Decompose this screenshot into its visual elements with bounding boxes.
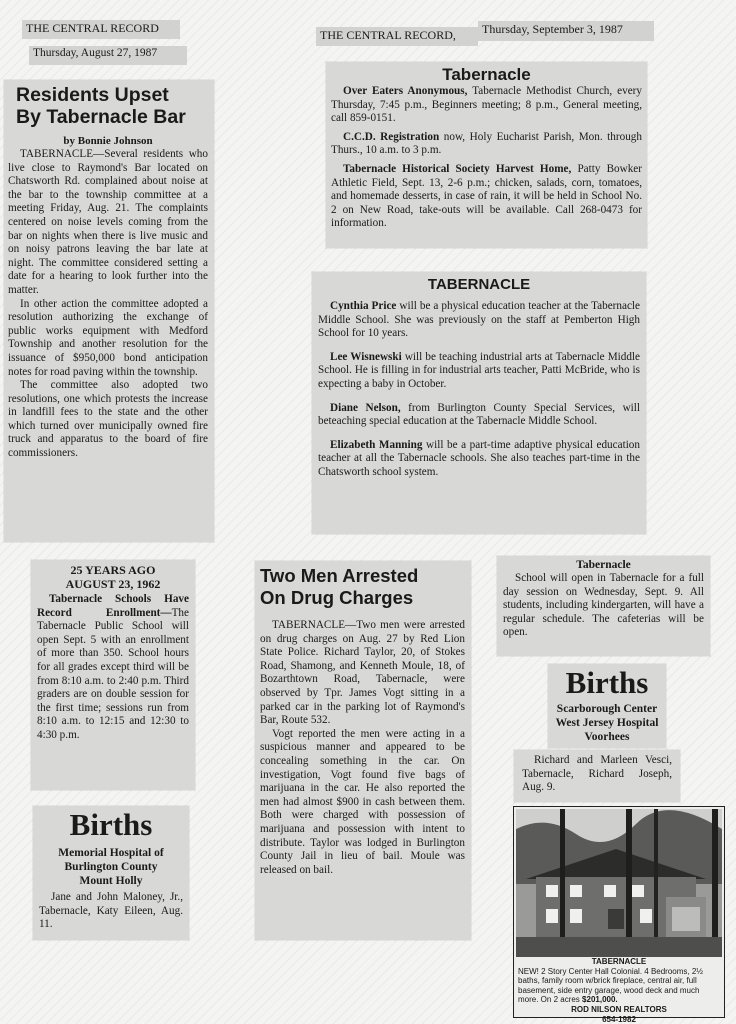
birth-entry: Jane and John Maloney, Jr., Tabernacle, Katy Eileen, Aug. 11. <box>39 891 183 931</box>
teacher-paragraph: Diane Nelson, from Burlington County Special Services, will beteaching special education at the Tabernacle Middle School. <box>318 401 641 428</box>
article-paragraph: TABERNACLE—Several residents who live close to Raymond's Bar located on Chatsworth Rd. complained about noise at the bar to the township committee at a meeting Friday, Aug. 21. The complaints centered on noise levels coming from the bar on nights when there is live music and on noisy patrons leaving the bar late at night. The committee considered setting a date for a hearing to look further into the matter. <box>8 148 208 296</box>
article-school-opening <box>497 556 710 656</box>
section-title: TABERNACLE <box>427 276 531 293</box>
article-births-left <box>33 806 189 940</box>
article-headline: Residents Upset By Tabernacle Bar <box>16 84 186 128</box>
article-25-years-ago <box>31 560 195 790</box>
article-paragraph: The committee also adopted two resolutions, one which protests the increase in landfill fees to the state and the other which turned over municipally owned fire truck and apparatus to the board of fire commissioners. <box>8 379 208 460</box>
ad-description: NEW! 2 Story Center Hall Colonial. 4 Bedrooms, 2½ baths, family room w/brick fireplace, central air, full basement, side entry garage, wood deck and much more. On 2 acres $201,000. <box>518 966 703 1005</box>
section-title: Tabernacle <box>576 559 631 571</box>
section-title: Tabernacle <box>442 65 531 84</box>
article-two-men-arrested <box>255 561 471 940</box>
article-paragraph: Vogt reported the men were acting in a suspicious manner and appeared to be concealing something in the car. On investigation, Vogt found five bags of marijuana in the car. He also reported the men had almost $900 in cash between them. Both were charged with possession of marijuana and possession with intent to distribute. Taylor was lodged in Burlington County Jail in lieu of bail. Moule was released on bail. <box>260 727 465 876</box>
article-residents-upset <box>4 80 214 542</box>
real-estate-ad <box>513 806 725 1024</box>
article-paragraph: Tabernacle Schools Have Record Enrollment—The Tabernacle Public School will open Sept. 5 with an enrollment of more than 350. School hours for all grades except third will be from 8:10 a.m. to 2:40 p.m. Third graders are on double session for the first time; sessions run from 8:10 a.m. to 12:15 and 12:30 to 4:30 p.m. <box>37 593 189 741</box>
article-births-right <box>548 664 666 748</box>
article-paragraph: School will open in Tabernacle for a full day session on Wednesday, Sept. 9. All students, including kindergarten, will have a regular schedule. The cafeterias will be open. <box>503 572 704 639</box>
masthead-date-left: Thursday, August 27, 1987 <box>29 46 187 65</box>
birth-entry: Richard and Marleen Vesci, Tabernacle, Richard Joseph, Aug. 9. <box>522 754 672 794</box>
teacher-paragraph: Elizabeth Manning will be a part-time adaptive physical education teacher at all the Tabernacle schools. She also teaches part-time in the Chatsworth school system. <box>318 438 640 478</box>
births-title: Births <box>565 665 649 700</box>
article-tabernacle-events <box>326 62 647 248</box>
article-byline: by Bonnie Johnson <box>63 135 153 147</box>
teacher-paragraph: Lee Wisnewski will be teaching industrial arts at Tabernacle Middle School. He is filling in for industrial arts teacher, Patti McBride, who is expecting a baby in October. <box>318 350 641 390</box>
ad-agent: ROD NILSON REALTORS <box>571 1004 667 1014</box>
article-paragraph: In other action the committee adopted a resolution authorizing the exchange of public works equipment with Medford Township and another resolution for the issuance of $950,000 bond anticipation notes for road paving within the township. <box>8 297 208 378</box>
listing-historical-society: Tabernacle Historical Society Harvest Home, Patty Bowker Athletic Field, Sept. 13, 2-6 p.m.; chicken, salads, corn, tomatoes, and homemade desserts, in case of rain, it will be held in School No. 2 on New Road, take-outs will be available. Call 268-0473 for information. <box>331 162 643 230</box>
listing-ccd: C.C.D. Registration now, Holy Eucharist Parish, Mon. through Thurs., 10 a.m. to 3 p.m. <box>331 130 642 157</box>
masthead-date-right: Thursday, September 3, 1987 <box>478 21 654 41</box>
article-headline: Two Men Arrested On Drug Charges <box>260 565 419 608</box>
hospital-name: Memorial Hospital of Burlington County Mount Holly <box>58 847 164 887</box>
ad-text-block <box>518 957 720 1024</box>
house-photo <box>516 809 722 957</box>
article-paragraph: TABERNACLE—Two men were arrested on drug charges on Aug. 27 by Red Lion State Police. Richard Taylor, 20, of Stokes Road, Shamong, and Kenneth Moule, 18, of Bozarthtown Road, Tabernacle, were observed by Tpr. James Vogt sitting in a parked car in the parking lot of Raymond's Bar, Route 532. <box>260 619 465 727</box>
masthead-paper-left: THE CENTRAL RECORD <box>22 20 180 39</box>
masthead-paper-right: THE CENTRAL RECORD, <box>316 27 478 46</box>
teacher-paragraph: Cynthia Price will be a physical education teacher at the Tabernacle Middle School. She was previously on the staff at Pemberton High School for 10 years. <box>318 300 640 340</box>
listing-overeaters: Over Eaters Anonymous, Tabernacle Methodist Church, every Thursday, 7:45 p.m., Beginners meeting; 8 p.m., General meeting, call 859-0151. <box>331 85 642 125</box>
article-tabernacle-teachers <box>312 272 646 534</box>
birth-entry-right <box>514 750 680 802</box>
ad-place: TABERNACLE <box>591 957 647 966</box>
births-title: Births <box>69 807 153 842</box>
ad-phone: 654-1982 <box>602 1014 636 1024</box>
hospital-name: Scarborough Center West Jersey Hospital Voorhees <box>555 703 659 743</box>
section-heading: 25 YEARS AGO AUGUST 23, 1962 <box>65 563 161 591</box>
